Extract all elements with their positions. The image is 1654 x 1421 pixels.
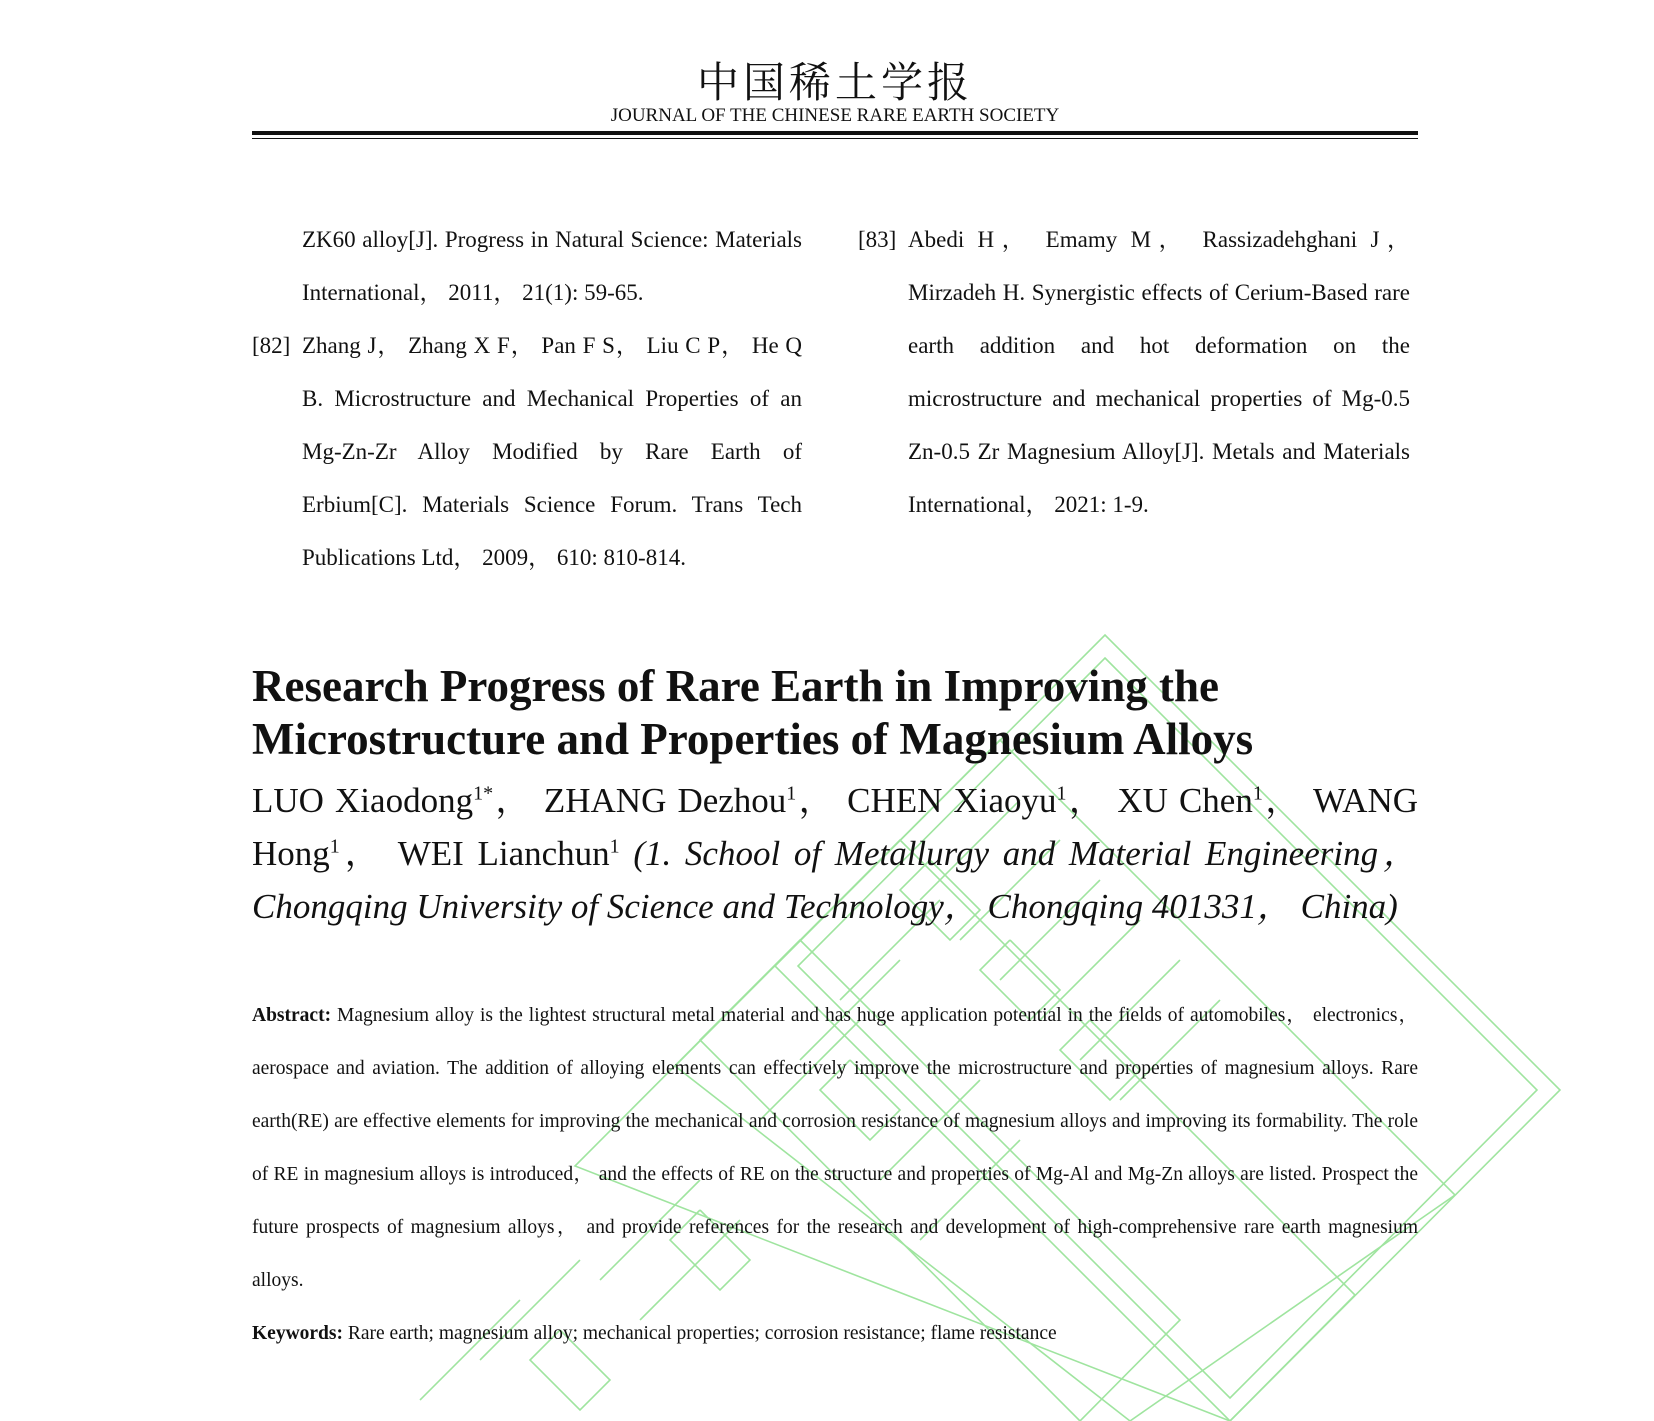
author-separator: ， (1066, 781, 1118, 820)
reference-text: Abedi H， Emamy M， Rassizadehghani J， Mirzadeh H. Synergistic effects of Cerium-Based rare earth addition and hot deformation on the microstructure and mechanical properties of Mg-0.5 Zn-0.5 Zr Magnesium Alloy[J]. Metals and Materials International， 2021: 1-9. (908, 227, 1410, 517)
references-left-column (252, 213, 802, 584)
keywords-label: Keywords: (252, 1323, 343, 1344)
article-title: Research Progress of Rare Earth in Improving the Microstructure and Properties of Magnesium Alloys (252, 661, 1254, 764)
keywords-text: Rare earth; magnesium alloy; mechanical properties; corrosion resistance; flame resistance (347, 1323, 1057, 1344)
reference-item (858, 213, 1410, 531)
author-affiliation-mark: 1 (1056, 782, 1067, 805)
abstract-text: Magnesium alloy is the lightest structural metal material and has huge application potential in the fields of automobiles， electronics， aerospace and aviation. The addition of alloying elements can effectively improve the microstructure and properties of magnesium alloys. Rare earth(RE) are effective elements for improving the mechanical and corrosion resistance of magnesium alloys and improving its formability. The role of RE in magnesium alloys is introduced， and the effects of RE on the structure and properties of Mg-Al and Mg-Zn alloys are listed. Prospect the future prospects of magnesium alloys， and provide references for the research and development of high-comprehensive rare earth magnesium alloys. (252, 1005, 1418, 1291)
journal-title-chinese: 中国稀土学报 (696, 58, 973, 107)
author-name: WANG Hong (252, 781, 1418, 873)
author-name: LUO Xiaodong (252, 781, 474, 820)
author-name: CHEN Xiaoyu (847, 781, 1057, 820)
abstract-label: Abstract: (252, 1005, 332, 1026)
author (847, 781, 1117, 820)
author-separator: ， (339, 834, 398, 873)
author-list (252, 774, 1418, 933)
author (1117, 781, 1313, 820)
reference-item (252, 319, 802, 584)
reference-text: ZK60 alloy[J]. Progress in Natural Science: Materials International， 2011， 21(1): 59-65. (302, 227, 802, 305)
author-affiliation-mark: 1 (609, 835, 620, 858)
author-separator: ， (493, 781, 544, 820)
header-rule-thick (252, 131, 1418, 135)
author-name: ZHANG Dezhou (543, 781, 787, 820)
author-affiliation-mark: 1* (473, 782, 494, 805)
author-separator (620, 834, 634, 873)
author-name: WEI Lianchun (397, 834, 610, 873)
reference-number: [82] (252, 333, 291, 358)
author-affiliation-mark: 1 (786, 782, 797, 805)
reference-item (252, 213, 802, 319)
header-rule-thin (252, 138, 1418, 139)
author (398, 834, 634, 873)
journal-title-english: JOURNAL OF THE CHINESE RARE EARTH SOCIETY (610, 105, 1060, 126)
author-separator: ， (1262, 781, 1314, 820)
keywords (252, 1307, 1418, 1360)
author-affiliation: (1. School of Metallurgy and Material Engineering， Chongqing University of Science and Technology， Chongqing 401331， China) (252, 834, 1419, 926)
abstract (252, 989, 1418, 1307)
reference-text: Zhang J， Zhang X F， Pan F S， Liu C P， He Q B. Microstructure and Mechanical Properties of an Mg-Zn-Zr Alloy Modified by Rare Earth of Erbium[C]. Materials Science Forum. Trans Tech Publications Ltd， 2009， 610: 810-814. (302, 333, 802, 570)
author-affiliation-mark: 1 (1252, 782, 1263, 805)
author-separator: ， (796, 781, 848, 820)
author-name: XU Chen (1117, 781, 1253, 820)
author-affiliation-mark: 1 (329, 835, 340, 858)
references-right-column (858, 213, 1410, 531)
reference-number: [83] (858, 227, 897, 252)
author (252, 781, 544, 820)
author (544, 781, 847, 820)
